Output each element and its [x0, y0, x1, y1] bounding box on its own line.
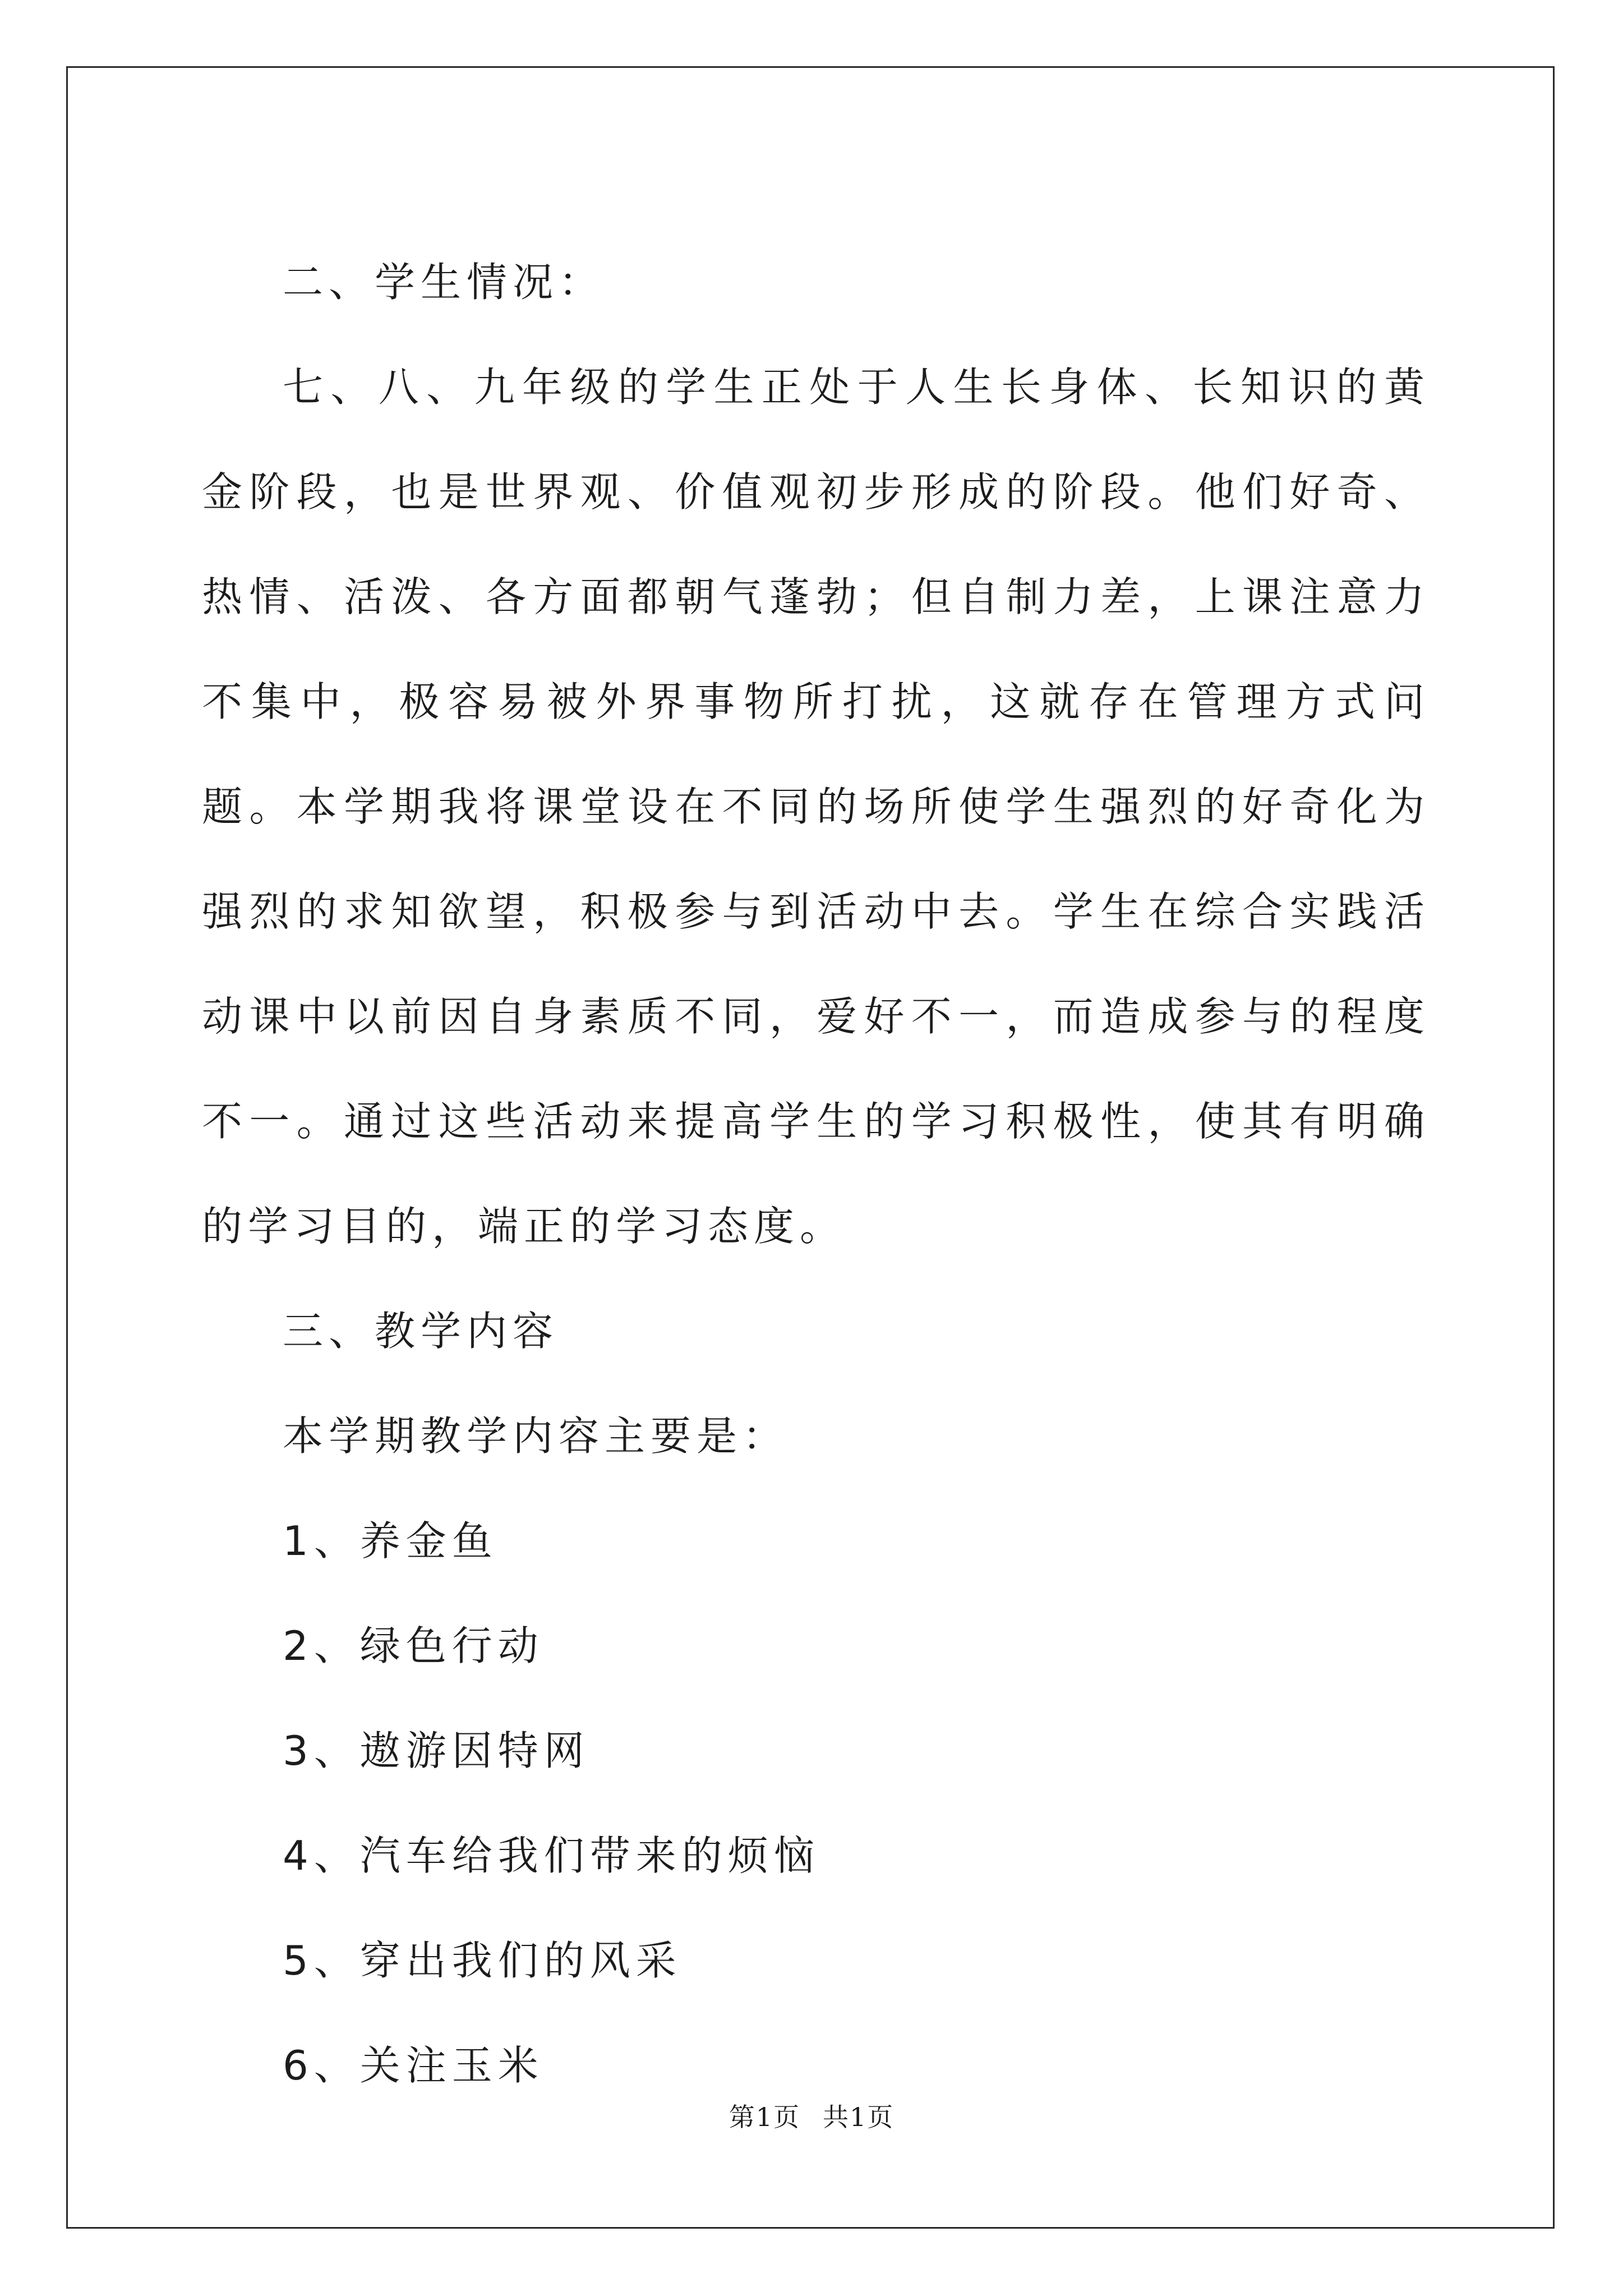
document-body: [202, 230, 1430, 2118]
page-footer: [0, 2097, 1623, 2134]
content-intro: 本学期教学内容主要是：: [283, 1412, 789, 1460]
list-item: 5、穿出我们的风采: [283, 1937, 682, 1984]
list-item: 1、养金鱼: [283, 1517, 498, 1565]
section-heading-content: 三、教学内容: [283, 1308, 559, 1355]
list-item: 3、遨游因特网: [283, 1727, 590, 1774]
page-total: 共1页: [823, 2102, 895, 2132]
section-heading-students: 二、学生情况：: [283, 259, 605, 306]
list-item: 2、绿色行动: [283, 1622, 544, 1669]
list-item: 4、汽车给我们带来的烦恼: [283, 1832, 820, 1879]
page-number: 第1页: [728, 2102, 800, 2132]
list-item: 6、关注玉米: [283, 2042, 544, 2089]
paragraph-students: 七、八、九年级的学生正处于人生长身体、长知识的黄金阶段，也是世界观、价值观初步形成的阶段。他们好奇、热情、活泼、各方面都朝气蓬勃；但自制力差，上课注意力不集中，极容易被外界事物所打扰，这就存在管理方式问题。本学期我将课堂设在不同的场所使学生强烈的好奇化为强烈的求知欲望，积极参与到活动中去。学生在综合实践活动课中以前因自身素质不同，爱好不一，而造成参与的程度不一。通过这些活动来提高学生的学习积极性，使其有明确的学习目的，端正的学习态度。: [202, 364, 1430, 1250]
